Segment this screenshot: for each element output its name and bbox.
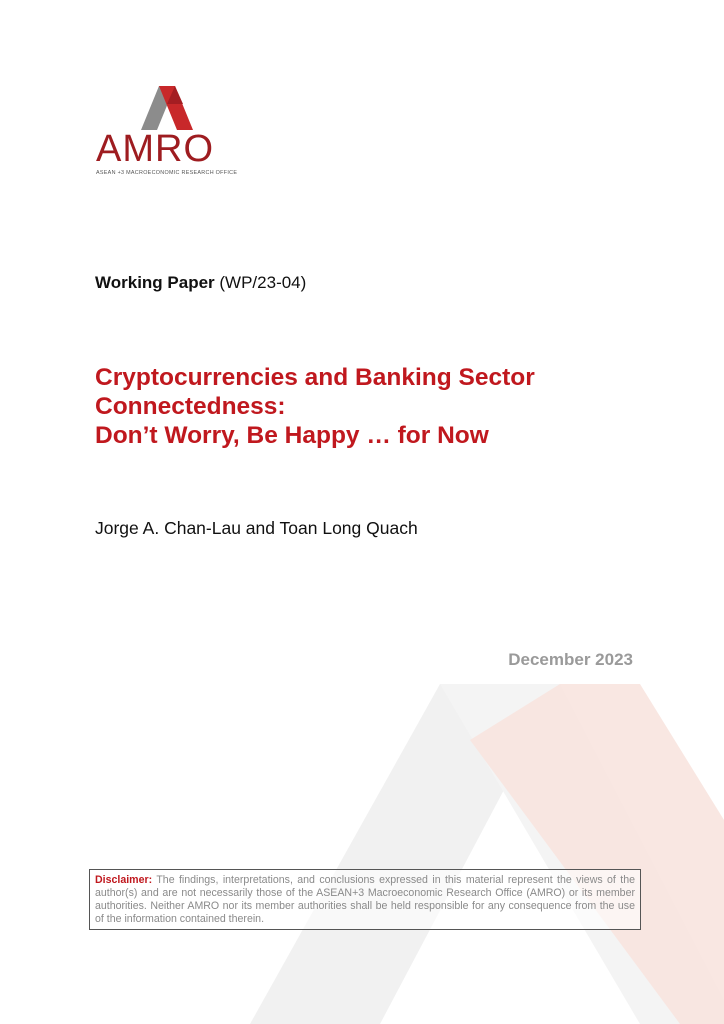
amro-logo [94, 86, 244, 181]
paper-title [95, 363, 655, 450]
working-paper-label [95, 273, 306, 293]
title-line: Cryptocurrencies and Banking Sector [95, 364, 535, 391]
logo-wordmark: AMRO [96, 128, 214, 170]
amro-logo-mark-icon [127, 86, 207, 130]
disclaimer-label: Disclaimer: [95, 874, 153, 886]
disclaimer-box [89, 869, 641, 930]
title-line: Connectedness: [95, 393, 286, 420]
paper-type: Working Paper [95, 273, 215, 292]
watermark-pink-stroke [470, 684, 724, 1024]
paper-date: December 2023 [508, 650, 633, 669]
paper-authors: Jorge A. Chan-Lau and Toan Long Quach [95, 518, 418, 538]
disclaimer-text: The findings, interpretations, and conclusions expressed in this material represent the views of the author(s) and are not necessarily those of the ASEAN+3 Macroeconomic Research Office (AMRO) or its member authorities. Neither AMRO nor its member authorities shall be held responsible for any consequence from the use of the information contained therein. [95, 874, 635, 925]
paper-number: (WP/23-04) [219, 273, 307, 292]
title-line: Don’t Worry, Be Happy … for Now [95, 422, 489, 449]
logo-subtitle: ASEAN +3 MACROECONOMIC RESEARCH OFFICE [96, 170, 238, 176]
